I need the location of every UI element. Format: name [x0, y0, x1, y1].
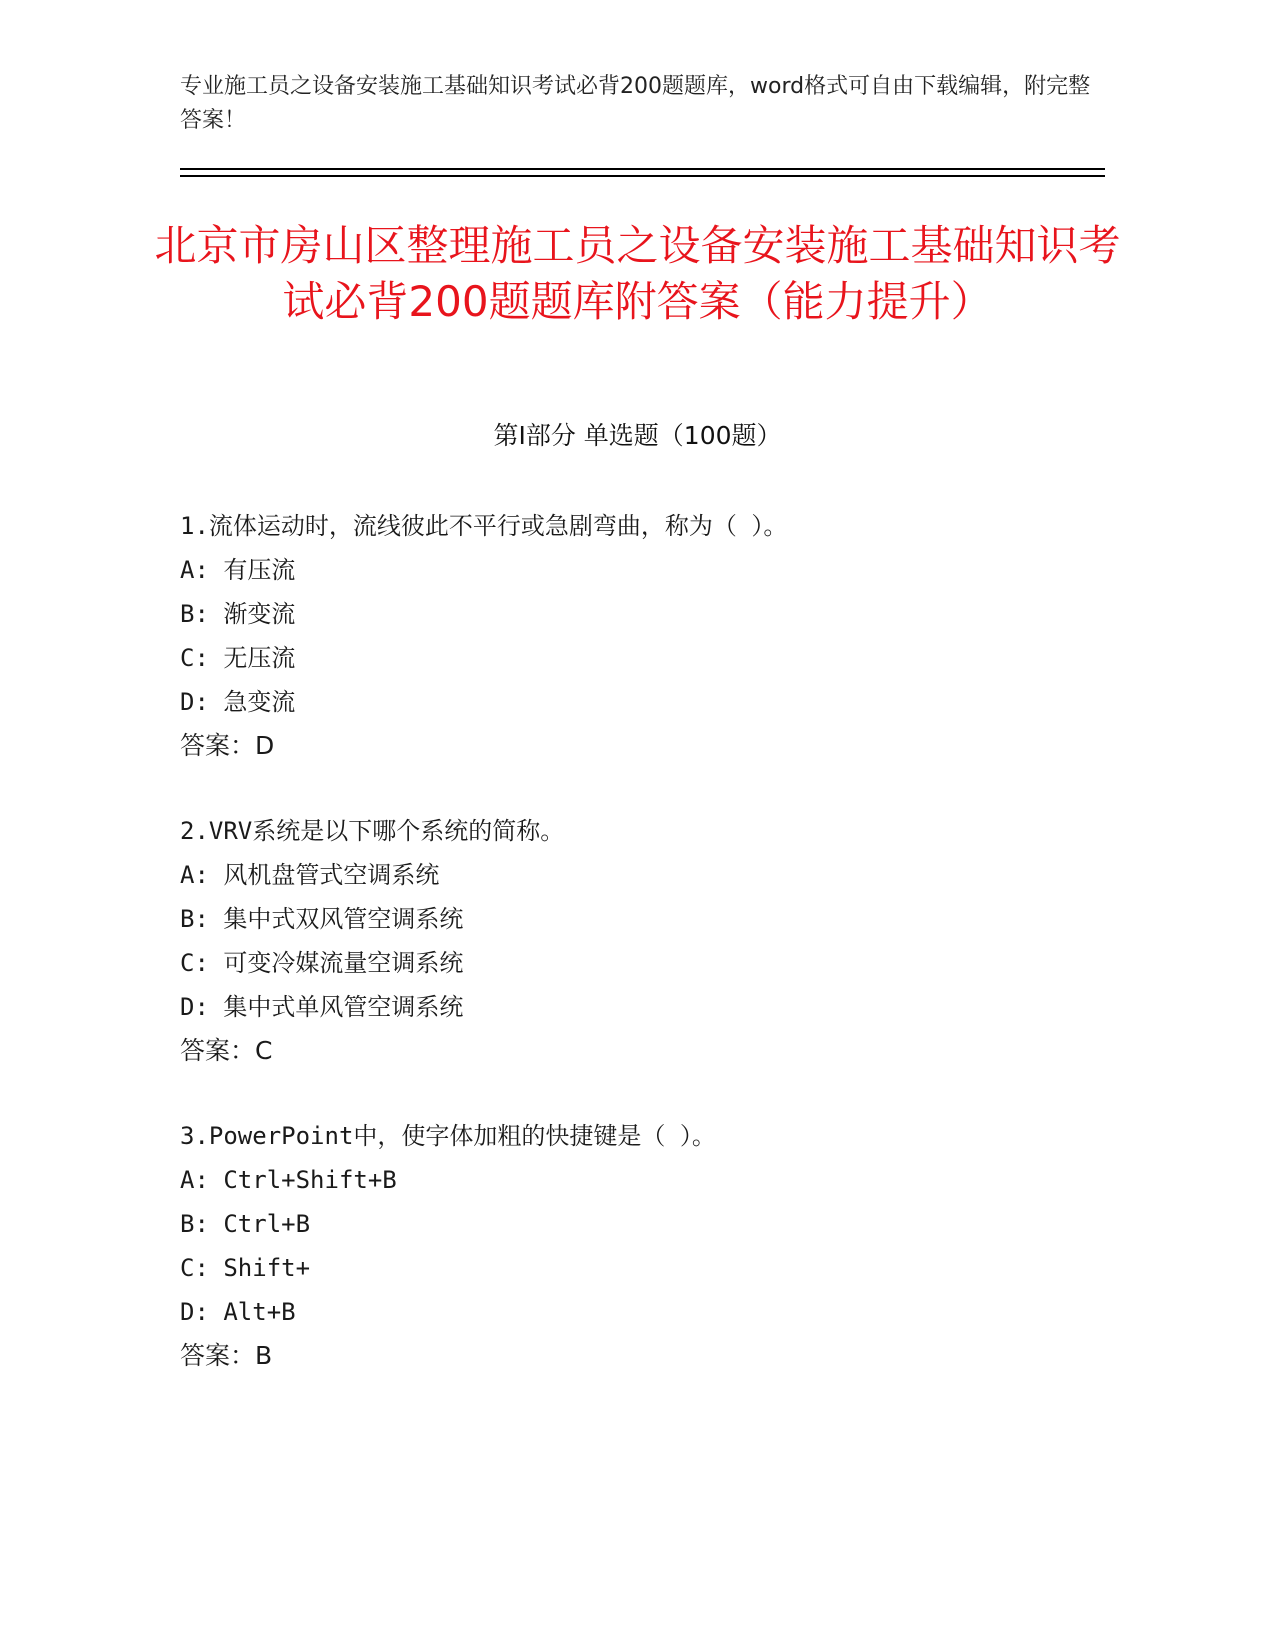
question-3	[180, 1114, 1140, 1378]
question-stem: 2.VRV系统是以下哪个系统的简称。	[180, 817, 565, 845]
question-stem: 1.流体运动时，流线彼此不平行或急剧弯曲，称为（ ）。	[180, 512, 788, 540]
option-c: C: 可变冷媒流量空调系统	[180, 949, 464, 977]
option-d: D: Alt+B	[180, 1298, 296, 1326]
option-a: A: Ctrl+Shift+B	[180, 1166, 397, 1194]
option-d: D: 急变流	[180, 688, 296, 716]
option-b: B: 渐变流	[180, 600, 296, 628]
answer: 答案：D	[180, 731, 275, 760]
option-c: C: Shift+	[180, 1254, 311, 1282]
header-divider-bottom	[180, 175, 1105, 177]
answer: 答案：C	[180, 1036, 273, 1065]
header-divider-top	[180, 168, 1105, 170]
option-b: B: Ctrl+B	[180, 1210, 311, 1238]
header-note: 专业施工员之设备安装施工基础知识考试必背200题题库，word格式可自由下载编辑，附完整答案！	[180, 74, 1091, 133]
option-b: B: 集中式双风管空调系统	[180, 905, 464, 933]
option-a: A: 有压流	[180, 556, 296, 584]
option-a: A: 风机盘管式空调系统	[180, 861, 440, 889]
answer: 答案：B	[180, 1341, 273, 1370]
document-title: 北京市房山区整理施工员之设备安装施工基础知识考试必背200题题库附答案（能力提升）	[154, 221, 1121, 326]
section-heading: 第I部分 单选题（100题）	[493, 421, 782, 450]
question-1	[180, 504, 1140, 768]
question-stem: 3.PowerPoint中，使字体加粗的快捷键是（ ）。	[180, 1122, 716, 1150]
option-c: C: 无压流	[180, 644, 296, 672]
option-d: D: 集中式单风管空调系统	[180, 993, 464, 1021]
question-2	[180, 809, 1140, 1073]
